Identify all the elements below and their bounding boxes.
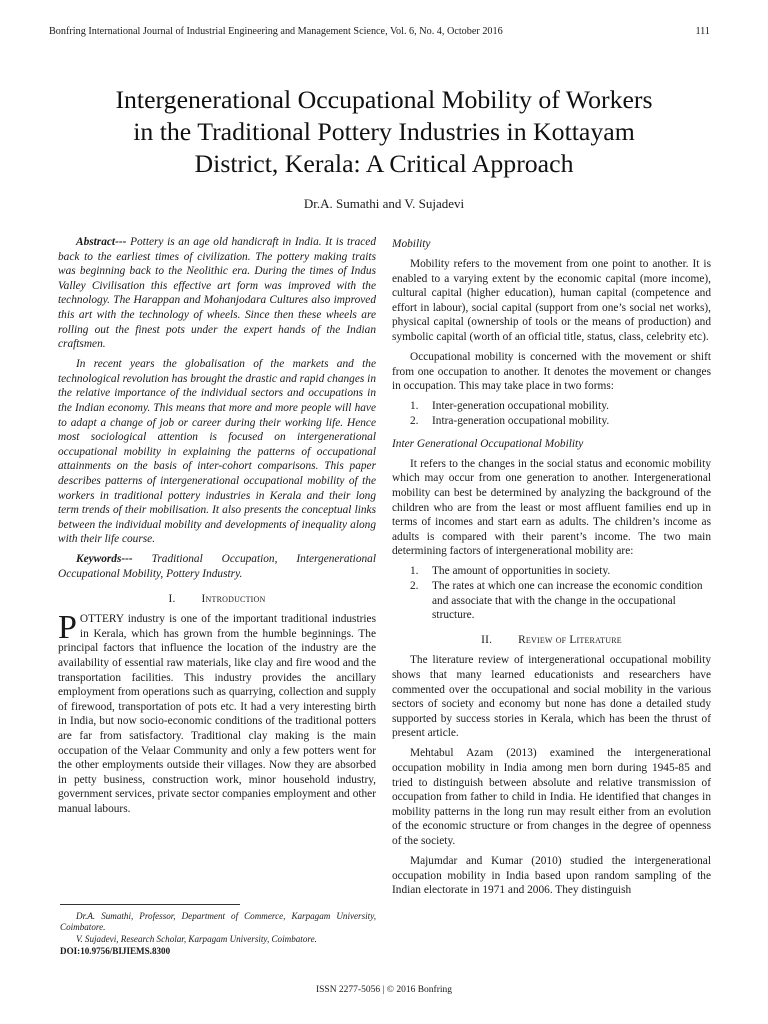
intergen-factors-list [392,564,711,622]
section-number: II. [481,633,493,646]
abstract-para-2: In recent years the globalisation of the markets and the technological revolution has brought the drastic and rapid changes in the relative importance of the individual sectors and occupations in the Indian economy. This means that more and more people will have to adapt a change of job or career during their working life. Hence most sociological attention is focused on intergenerational occupational mobility in explaining the patterns of occupational attainments on the basis of inter-cohort comparisons. This paper describes patterns of intergenerational occupational mobility of the workers in traditional pottery industries in Kerala and their long term trends of their mobilisation. It also presents the conceptual links between the individual mobility and developments of inequality along with their life course. [58,358,376,546]
review-para-2: Mehtabul Azam (2013) examined the intergenerational occupation mobility in India among men born during 1945-85 and tried to distinguish between absolute and relative transmission of occupation from father to child in India. He identified that changes in mobility patterns in the long run may result either from an evolution of the economic structure or from changes in the degree of openness of the society. [392,747,711,847]
mobility-para-2: Occupational mobility is concerned with the movement or shift from one occupation to another. It denotes the movement or changes in occupation. This may take place in two forms: [392,351,711,393]
abstract [58,235,376,582]
list-item: 1. Inter-generation occupational mobility. [410,400,610,413]
footnote-author2: V. Sujadevi, Research Scholar, Karpagam University, Coimbatore. [76,933,317,944]
journal-citation: Bonfring International Journal of Industrial Engineering and Management Science, Vol. 6, No. 4, October 2016 [49,26,503,37]
title-line: Intergenerational Occupational Mobility of Workers [115,85,653,114]
introduction-para [58,609,376,816]
abstract-label: Abstract--- [76,236,127,248]
title-line: in the Traditional Pottery Industries in Kottayam [133,117,635,146]
paper-title [40,84,728,180]
list-item: 1. The amount of opportunities in society. [410,565,611,578]
review-para-1: The literature review of intergenerational occupational mobility shows that many learned educationists and researchers have commented over the occupational and social mobility in the various sectors of society and economy but none has done a detailed study supported by success stories in Kerala, which has been the thrust of present article. [392,654,711,740]
title-line: District, Kerala: A Critical Approach [194,149,574,178]
abstract-text: Pottery is an age old handicraft in India. It is traced back to the earliest times of civilization. The pottery making traits was beginning back to the Neolithic era. During the times of Indus Valley Civilisation this effective art form was improved with the technology. The Harappan and Mohanjodara Cultures also improved this art with the technology of wheels. Since then these wheels are rolling out the finest pots under the expert hands of the Indian craftsmen. [58,236,376,351]
abstract-para-1 [58,235,376,352]
authors: Dr.A. Sumathi and V. Sujadevi [303,196,465,211]
review-para-3: Majumdar and Kumar (2010) studied the intergenerational occupation mobility in India based upon random sampling of the Indian electorate in 1971 and 2006. They distinguish [392,855,711,897]
list-item: 2. Intra-generation occupational mobility. [410,415,610,428]
subheading-mobility: Mobility [392,238,431,250]
intro-text: industry is one of the important traditional industries in Kerala, which has grown from the humble beginnings. The principal factors that influence the location of the industry are the availability of essential raw materials, like clay and fire wood and the transportation facilities. This industry provides the ancillary employment from operations such as quarrying, collection and supply of firewood, transportation of pots etc. It had a very interesting birth in India, but now socio-economic conditions of the traditional potters are far from satisfactory. Traditional clay making is the main occupation of the Velaar Community and only a few potters went for the other employments outside their villages. Now they are absorbed in petty business, construction work, minor household industry, government services, private sector companies employment and other manual labours. [58,613,376,815]
mobility-para-1: Mobility refers to the movement from one point to another. It is enabled to a varying extent by the economic capital (more income), cultural capital (higher education), human capital (competence and effort in labour), social capital (support from one’s social net works), physical capital (ownership of tools or the means of production) and symbolic capital (worth of an official title, status, class, celebrity etc). [392,258,711,344]
left-column [58,235,376,822]
list-item: 2. The rates at which one can increase the economic condition and associate that with the change in the occupational structure. [410,579,703,622]
section-title: Introduction [201,592,266,605]
section-heading-review [392,633,711,648]
keywords [58,552,376,581]
intergen-para: It refers to the changes in the social status and economic mobility which may occur from one generation to another. Intergenerational mobility can best be determined by analyzing the background of the children who are from the least or most affluent families end up in terms of incomes and start earn as adults. The children’s income as adults is compared with their parent’s income. The two main determining factors of intergenerational mobility are: [392,457,711,558]
page-number: 111 [695,26,710,37]
section-heading-introduction [58,592,376,607]
section-title: Review of Literature [518,633,622,646]
footnote-rule [60,904,240,905]
doi: DOI:10.9756/BIJIEMS.8300 [60,946,171,957]
intro-caps: OTTERY [79,613,124,626]
subheading-intergenerational: Inter Generational Occupational Mobility [392,437,584,450]
footnote-author1: Dr.A. Sumathi, Professor, Department of Commerce, Karpagam University, Coimbatore. [60,911,376,933]
section-number: I. [168,592,176,605]
page-footer: ISSN 2277-5056 | © 2016 Bonfring [315,985,453,995]
running-head [49,26,710,37]
mobility-forms-list [392,399,711,428]
drop-cap: P [58,609,77,647]
keywords-text: Traditional Occupation, Intergenerational Occupational Mobility, Pottery Industry. [58,553,376,581]
footnotes [60,911,376,958]
right-column [392,235,711,903]
keywords-label: Keywords--- [76,553,133,566]
